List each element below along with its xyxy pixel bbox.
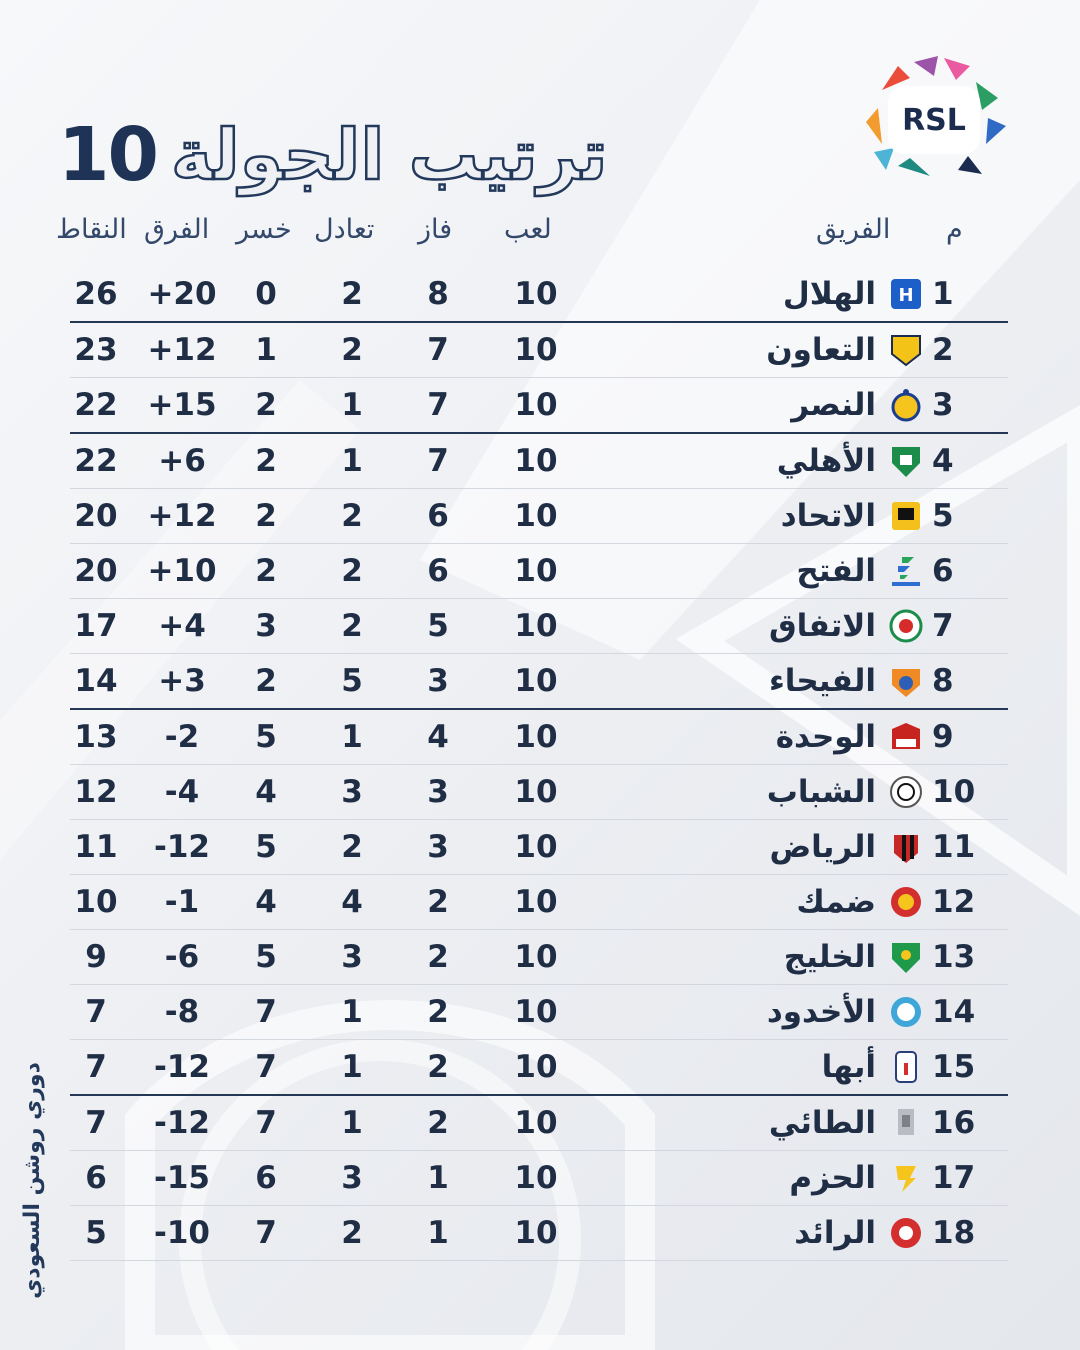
won-cell: 8	[427, 276, 449, 312]
lost-cell: 5	[255, 829, 277, 865]
lost-cell: 2	[255, 553, 277, 589]
points-cell: 13	[74, 719, 118, 755]
points-cell: 23	[74, 332, 118, 368]
al-hilal-crest	[888, 276, 924, 312]
position-cell: 2	[932, 332, 954, 368]
table-row	[70, 434, 1008, 489]
al-hazem-crest	[888, 1160, 924, 1196]
lost-cell: 4	[255, 884, 277, 920]
drawn-cell: 2	[341, 276, 363, 312]
team-name: الاتفاق	[768, 608, 876, 644]
goal-difference-cell: -12	[153, 829, 210, 865]
position-cell: 13	[932, 939, 976, 975]
al-riyadh-crest	[888, 829, 924, 865]
points-cell: 10	[74, 884, 118, 920]
lost-cell: 5	[255, 939, 277, 975]
won-cell: 2	[427, 939, 449, 975]
al-fateh-crest	[888, 553, 924, 589]
lost-cell: 1	[255, 332, 277, 368]
table-row	[70, 654, 1008, 710]
position-cell: 8	[932, 663, 954, 699]
points-cell: 7	[85, 994, 107, 1030]
table-row	[70, 985, 1008, 1040]
abha-crest	[888, 1049, 924, 1085]
table-row	[70, 599, 1008, 654]
goal-difference-cell: -12	[153, 1105, 210, 1141]
goal-difference-cell: -15	[153, 1160, 210, 1196]
goal-difference-cell: +15	[147, 387, 217, 423]
header-position: م	[946, 214, 963, 245]
drawn-cell: 1	[341, 1049, 363, 1085]
header-points: النقاط	[56, 214, 127, 245]
goal-difference-cell: -2	[164, 719, 200, 755]
team-name: الرياض	[769, 829, 876, 865]
won-cell: 7	[427, 443, 449, 479]
standings-table	[70, 267, 1008, 1261]
won-cell: 3	[427, 774, 449, 810]
played-cell: 10	[514, 1105, 558, 1141]
position-cell: 11	[932, 829, 976, 865]
lost-cell: 2	[255, 663, 277, 699]
table-row	[70, 930, 1008, 985]
header-drawn: تعادل	[314, 214, 375, 245]
won-cell: 3	[427, 663, 449, 699]
played-cell: 10	[514, 443, 558, 479]
goal-difference-cell: +12	[147, 332, 217, 368]
table-row	[70, 544, 1008, 599]
goal-difference-cell: +3	[158, 663, 206, 699]
table-row	[70, 1096, 1008, 1151]
drawn-cell: 1	[341, 994, 363, 1030]
won-cell: 2	[427, 1105, 449, 1141]
points-cell: 20	[74, 498, 118, 534]
table-row	[70, 710, 1008, 765]
al-ettifaq-crest	[888, 608, 924, 644]
team-name: الطائي	[768, 1105, 876, 1141]
position-cell: 3	[932, 387, 954, 423]
position-cell: 16	[932, 1105, 976, 1141]
drawn-cell: 3	[341, 774, 363, 810]
drawn-cell: 2	[341, 332, 363, 368]
table-row	[70, 765, 1008, 820]
played-cell: 10	[514, 994, 558, 1030]
position-cell: 10	[932, 774, 976, 810]
points-cell: 7	[85, 1049, 107, 1085]
won-cell: 7	[427, 332, 449, 368]
page-title	[58, 100, 618, 210]
goal-difference-cell: -6	[164, 939, 200, 975]
al-fayha-crest	[888, 663, 924, 699]
team-name: الهلال	[782, 276, 876, 312]
header-won: فاز	[418, 214, 453, 245]
table-row	[70, 323, 1008, 378]
position-cell: 6	[932, 553, 954, 589]
played-cell: 10	[514, 774, 558, 810]
team-name: الفيحاء	[768, 663, 876, 699]
lost-cell: 0	[255, 276, 277, 312]
points-cell: 5	[85, 1215, 107, 1251]
position-cell: 7	[932, 608, 954, 644]
lost-cell: 2	[255, 498, 277, 534]
team-name: ضمك	[796, 884, 876, 920]
svg-text:H: H	[898, 285, 914, 306]
header-team: الفريق	[816, 214, 891, 245]
drawn-cell: 4	[341, 884, 363, 920]
lost-cell: 7	[255, 1215, 277, 1251]
team-name: الاتحاد	[780, 498, 876, 534]
table-row	[70, 820, 1008, 875]
rsl-logo	[858, 48, 1010, 188]
table-row	[70, 1151, 1008, 1206]
header-goal-difference: الفرق	[144, 214, 210, 245]
goal-difference-cell: +4	[158, 608, 206, 644]
table-row	[70, 378, 1008, 434]
al-shabab-crest	[888, 774, 924, 810]
lost-cell: 6	[255, 1160, 277, 1196]
table-row	[70, 1206, 1008, 1261]
team-name: الفتح	[796, 553, 876, 589]
drawn-cell: 1	[341, 387, 363, 423]
won-cell: 6	[427, 498, 449, 534]
points-cell: 7	[85, 1105, 107, 1141]
played-cell: 10	[514, 276, 558, 312]
position-cell: 5	[932, 498, 954, 534]
round-number: 10	[58, 112, 157, 198]
team-name: النصر	[791, 387, 876, 423]
table-row	[70, 875, 1008, 930]
position-cell: 14	[932, 994, 976, 1030]
drawn-cell: 1	[341, 1105, 363, 1141]
position-cell: 4	[932, 443, 954, 479]
played-cell: 10	[514, 332, 558, 368]
won-cell: 6	[427, 553, 449, 589]
goal-difference-cell: -1	[164, 884, 200, 920]
lost-cell: 4	[255, 774, 277, 810]
points-cell: 9	[85, 939, 107, 975]
al-raed-crest	[888, 1215, 924, 1251]
played-cell: 10	[514, 884, 558, 920]
lost-cell: 5	[255, 719, 277, 755]
drawn-cell: 1	[341, 719, 363, 755]
al-khaleej-crest	[888, 939, 924, 975]
table-row	[70, 267, 1008, 323]
team-name: الخليج	[783, 939, 876, 975]
lost-cell: 7	[255, 1049, 277, 1085]
points-cell: 11	[74, 829, 118, 865]
played-cell: 10	[514, 829, 558, 865]
team-name: الرائد	[794, 1215, 876, 1251]
goal-difference-cell: -4	[164, 774, 200, 810]
table-row	[70, 489, 1008, 544]
team-name: الأهلي	[776, 443, 876, 479]
points-cell: 14	[74, 663, 118, 699]
won-cell: 1	[427, 1160, 449, 1196]
points-cell: 6	[85, 1160, 107, 1196]
won-cell: 2	[427, 884, 449, 920]
won-cell: 2	[427, 1049, 449, 1085]
al-taee-crest	[888, 1105, 924, 1141]
position-cell: 12	[932, 884, 976, 920]
played-cell: 10	[514, 663, 558, 699]
played-cell: 10	[514, 1215, 558, 1251]
drawn-cell: 3	[341, 939, 363, 975]
played-cell: 10	[514, 553, 558, 589]
position-cell: 1	[932, 276, 954, 312]
goal-difference-cell: -8	[164, 994, 200, 1030]
team-name: الأخدود	[766, 994, 876, 1030]
drawn-cell: 2	[341, 1215, 363, 1251]
played-cell: 10	[514, 939, 558, 975]
played-cell: 10	[514, 387, 558, 423]
goal-difference-cell: +10	[147, 553, 217, 589]
points-cell: 22	[74, 387, 118, 423]
table-row	[70, 1040, 1008, 1096]
al-taawoun-crest	[888, 332, 924, 368]
drawn-cell: 2	[341, 553, 363, 589]
goal-difference-cell: +6	[158, 443, 206, 479]
team-name: الشباب	[766, 774, 876, 810]
team-name: أبها	[821, 1049, 876, 1085]
position-cell: 9	[932, 719, 954, 755]
played-cell: 10	[514, 498, 558, 534]
drawn-cell: 3	[341, 1160, 363, 1196]
points-cell: 12	[74, 774, 118, 810]
goal-difference-cell: +20	[147, 276, 217, 312]
drawn-cell: 1	[341, 443, 363, 479]
played-cell: 10	[514, 1049, 558, 1085]
drawn-cell: 2	[341, 608, 363, 644]
goal-difference-cell: +12	[147, 498, 217, 534]
header-lost: خسر	[236, 214, 292, 245]
lost-cell: 2	[255, 387, 277, 423]
al-okhdood-crest	[888, 994, 924, 1030]
team-name: التعاون	[766, 332, 876, 368]
points-cell: 26	[74, 276, 118, 312]
won-cell: 4	[427, 719, 449, 755]
al-ahli-crest	[888, 443, 924, 479]
lost-cell: 7	[255, 994, 277, 1030]
points-cell: 22	[74, 443, 118, 479]
title-text: ترتيب الجولة	[170, 114, 608, 196]
drawn-cell: 5	[341, 663, 363, 699]
goal-difference-cell: -12	[153, 1049, 210, 1085]
drawn-cell: 2	[341, 829, 363, 865]
lost-cell: 7	[255, 1105, 277, 1141]
team-name: الوحدة	[775, 719, 876, 755]
league-name-vertical	[14, 1045, 50, 1315]
points-cell: 20	[74, 553, 118, 589]
played-cell: 10	[514, 1160, 558, 1196]
al-ittihad-crest	[888, 498, 924, 534]
won-cell: 7	[427, 387, 449, 423]
played-cell: 10	[514, 719, 558, 755]
won-cell: 2	[427, 994, 449, 1030]
won-cell: 3	[427, 829, 449, 865]
damac-crest	[888, 884, 924, 920]
lost-cell: 2	[255, 443, 277, 479]
team-name: الحزم	[789, 1160, 876, 1196]
header-played: لعب	[504, 214, 552, 245]
drawn-cell: 2	[341, 498, 363, 534]
won-cell: 5	[427, 608, 449, 644]
al-nassr-crest	[888, 387, 924, 423]
league-name: دوري روشن السعودي	[19, 1061, 45, 1299]
position-cell: 18	[932, 1215, 976, 1251]
lost-cell: 3	[255, 608, 277, 644]
played-cell: 10	[514, 608, 558, 644]
points-cell: 17	[74, 608, 118, 644]
svg-text:RSL: RSL	[902, 103, 966, 138]
position-cell: 17	[932, 1160, 976, 1196]
won-cell: 1	[427, 1215, 449, 1251]
goal-difference-cell: -10	[153, 1215, 210, 1251]
position-cell: 15	[932, 1049, 976, 1085]
al-wehda-crest	[888, 719, 924, 755]
